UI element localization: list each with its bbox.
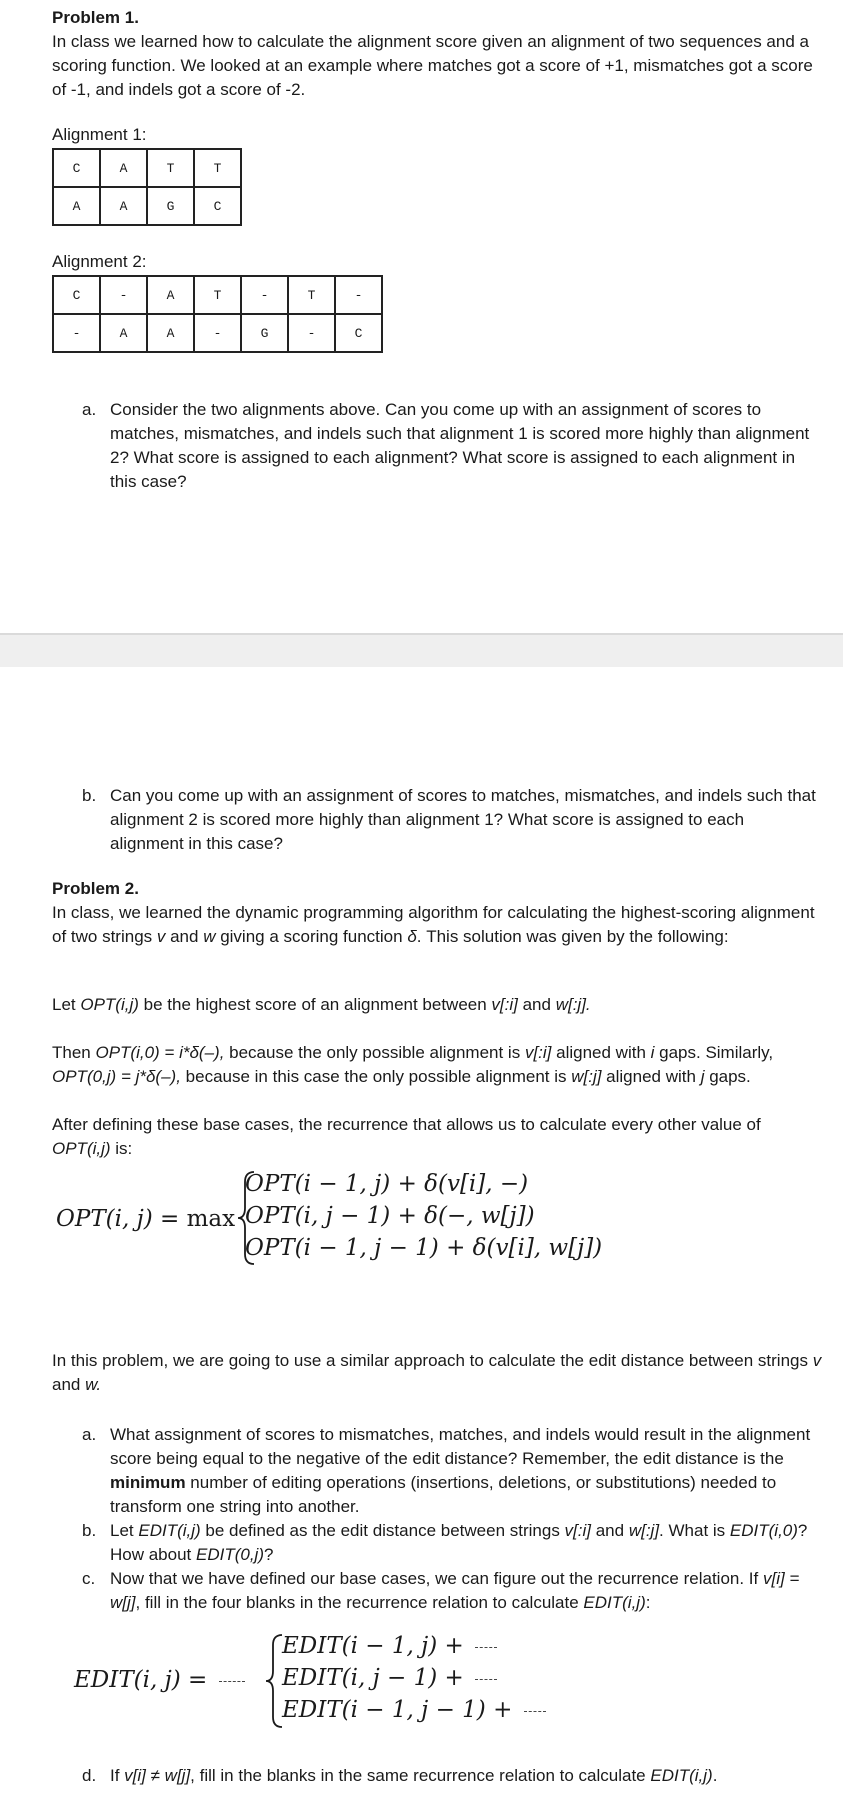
text: is: xyxy=(110,1139,133,1158)
text: ? How about xyxy=(110,1521,808,1564)
table-cell: T xyxy=(147,149,194,187)
text: aligned with xyxy=(601,1067,701,1086)
text: and xyxy=(591,1521,629,1540)
edit-cases xyxy=(282,1630,546,1726)
text: : xyxy=(645,1593,651,1612)
math-inline: v[:i] xyxy=(491,995,518,1014)
edit-case-2 xyxy=(282,1662,546,1694)
question-2a xyxy=(82,1423,822,1519)
var-delta: δ xyxy=(407,927,417,946)
blank-2 xyxy=(475,1647,497,1648)
edit-case-3 xyxy=(282,1694,546,1726)
table-cell: G xyxy=(241,314,288,352)
table-row xyxy=(53,276,382,314)
alignment-1-label: Alignment 1: xyxy=(52,125,147,144)
math-case: EDIT(i, j − 1) + xyxy=(282,1665,472,1691)
math-case: EDIT(i − 1, j − 1) + xyxy=(282,1697,520,1723)
math-max: max xyxy=(186,1206,236,1232)
blank-3 xyxy=(475,1679,497,1680)
table-cell: A xyxy=(100,149,147,187)
var-v: v xyxy=(156,927,166,946)
math-inline: v[i] = w[j] xyxy=(110,1569,800,1612)
question-text xyxy=(110,1423,822,1519)
opt-case-3: OPT(i − 1, j − 1) + δ(v[i], w[j]) xyxy=(245,1235,603,1261)
text: Then xyxy=(52,1043,96,1062)
question-1b xyxy=(82,784,822,856)
opt-case-2: OPT(i, j − 1) + δ(−, w[j]) xyxy=(245,1203,535,1229)
math-inline: v[i] ≠ w[j] xyxy=(124,1766,191,1785)
text: . This solution was given by the following: xyxy=(416,927,729,946)
list-marker: a. xyxy=(82,400,97,419)
alignment-1-table xyxy=(52,148,242,226)
math-inline: EDIT(i,j) xyxy=(138,1521,201,1540)
var-v: v xyxy=(812,1351,822,1370)
table-cell: - xyxy=(53,314,100,352)
question-text xyxy=(110,1519,822,1567)
list-marker: d. xyxy=(82,1766,97,1785)
text: because the only possible alignment is xyxy=(224,1043,525,1062)
math-inline: EDIT(0,j) xyxy=(196,1545,264,1564)
math-inline: j xyxy=(700,1067,705,1086)
page-2 xyxy=(0,667,843,1803)
blank-4 xyxy=(524,1711,546,1712)
math-case: EDIT(i − 1, j) + xyxy=(282,1633,472,1659)
text: aligned with xyxy=(551,1043,651,1062)
math-inline: EDIT(i,j) xyxy=(650,1766,713,1785)
table-cell: A xyxy=(147,314,194,352)
table-cell: G xyxy=(147,187,194,225)
page-break xyxy=(0,633,843,669)
table-cell: A xyxy=(100,314,147,352)
question-1a xyxy=(82,398,822,494)
problem-2-title: Problem 2. xyxy=(52,879,139,898)
edit-equation-lhs xyxy=(74,1665,245,1695)
text: If xyxy=(110,1766,125,1785)
text: giving a scoring function xyxy=(215,927,408,946)
alignment-2-label: Alignment 2: xyxy=(52,252,147,271)
math-inline: i xyxy=(650,1043,655,1062)
problem-1-intro: In class we learned how to calculate the alignment score given an alignment of two sequences and a scoring function. We looked at an example where matches got a score of +1, mismatches got a score of -1, and indels got a score of -2. xyxy=(52,32,813,99)
list-marker: b. xyxy=(82,786,97,805)
text: gaps. Similarly, xyxy=(654,1043,774,1062)
text: Let xyxy=(110,1521,139,1540)
math-inline: v[:i] xyxy=(564,1521,591,1540)
text-bold: minimum xyxy=(110,1473,186,1492)
list-marker: a. xyxy=(82,1425,97,1444)
math-inline: w[:j] xyxy=(571,1067,602,1086)
table-cell: C xyxy=(53,276,100,314)
edit-distance-intro xyxy=(52,1349,822,1397)
question-text: Can you come up with an assignment of scores to matches, mismatches, and indels such that alignment 2 is scored more highly than alignment 1? What score is assigned to each alignment in this case? xyxy=(110,786,816,853)
base-cases xyxy=(52,1041,822,1089)
text: Now that we have defined our base cases, we can figure out the recurrence relation. If xyxy=(110,1569,763,1588)
table-cell: A xyxy=(147,276,194,314)
table-cell: C xyxy=(53,149,100,187)
table-cell: C xyxy=(335,314,382,352)
problem-2-intro xyxy=(52,901,822,949)
math-inline: EDIT(i,j) xyxy=(583,1593,646,1612)
math-inline: OPT(i,j) xyxy=(80,995,139,1014)
table-cell: T xyxy=(288,276,335,314)
math-inline: w[:j] xyxy=(628,1521,660,1540)
text: After defining these base cases, the recurrence that allows us to calculate every other value of xyxy=(52,1115,761,1134)
text: and xyxy=(517,995,556,1014)
math-inline: v[:i] xyxy=(524,1043,552,1062)
math-lhs: OPT(i, j) = xyxy=(56,1206,187,1232)
math-inline: w[:j]. xyxy=(555,995,591,1014)
question-text: Consider the two alignments above. Can you come up with an assignment of scores to matches, mismatches, and indels such that alignment 1 is scored more highly than alignment 2? What score is assigned to each alignment? What score is assigned to each alignment in this case? xyxy=(110,400,810,491)
text: What assignment of scores to mismatches, matches, and indels would result in the alignment score being equal to the negative of the edit distance? Remember, the edit distance is the xyxy=(110,1425,811,1468)
problem-1-title: Problem 1. xyxy=(52,8,139,27)
blank-1 xyxy=(219,1681,245,1682)
list-marker: c. xyxy=(82,1569,96,1588)
text: number of editing operations (insertions, deletions, or substitutions) needed to transform one string into another. xyxy=(110,1473,777,1516)
opt-equation-lhs xyxy=(56,1204,235,1234)
text: because in this case the only possible alignment is xyxy=(180,1067,572,1086)
text: gaps. xyxy=(704,1067,751,1086)
question-text xyxy=(110,1567,822,1615)
text: ? xyxy=(264,1545,274,1564)
table-cell: T xyxy=(194,276,241,314)
opt-cases xyxy=(245,1168,602,1264)
table-cell: - xyxy=(335,276,382,314)
text: In class, we learned the dynamic programming algorithm for calculating the highest-scoring alignment of two strings xyxy=(52,903,815,946)
math-inline: OPT(i,j) xyxy=(52,1139,111,1158)
question-2c xyxy=(82,1567,822,1615)
alignment-2-table xyxy=(52,275,383,353)
table-row xyxy=(53,149,241,187)
table-row xyxy=(53,314,382,352)
text: and xyxy=(52,1375,86,1394)
let-opt-definition xyxy=(52,993,822,1017)
text: , fill in the blanks in the same recurrence relation to calculate xyxy=(190,1766,651,1785)
text: and xyxy=(165,927,204,946)
question-2b xyxy=(82,1519,822,1567)
text: In this problem, we are going to use a similar approach to calculate the edit distance between strings xyxy=(52,1351,813,1370)
text: . xyxy=(712,1766,718,1785)
table-cell: A xyxy=(100,187,147,225)
var-w: w. xyxy=(85,1375,102,1394)
var-w: w xyxy=(203,927,216,946)
table-cell: T xyxy=(194,149,241,187)
text: be the highest score of an alignment between xyxy=(138,995,492,1014)
text: Let xyxy=(52,995,81,1014)
question-2d xyxy=(82,1764,822,1788)
table-cell: C xyxy=(194,187,241,225)
text: , fill in the four blanks in the recurrence relation to calculate xyxy=(135,1593,584,1612)
math-inline: EDIT(i,0) xyxy=(729,1521,798,1540)
opt-case-1: OPT(i − 1, j) + δ(v[i], −) xyxy=(245,1171,529,1197)
table-cell: - xyxy=(194,314,241,352)
text: be defined as the edit distance between strings xyxy=(200,1521,565,1540)
math-inline: OPT(i,0) = i*δ(–), xyxy=(95,1043,225,1062)
list-marker: b. xyxy=(82,1521,97,1540)
question-text xyxy=(110,1764,822,1788)
table-row xyxy=(53,187,241,225)
table-cell: - xyxy=(100,276,147,314)
table-cell: - xyxy=(288,314,335,352)
page-1 xyxy=(0,0,843,633)
recurrence-intro xyxy=(52,1113,822,1161)
math-lhs: EDIT(i, j) = xyxy=(74,1667,215,1693)
math-inline: OPT(0,j) = j*δ(–), xyxy=(52,1067,181,1086)
edit-case-1 xyxy=(282,1630,546,1662)
table-cell: A xyxy=(53,187,100,225)
table-cell: - xyxy=(241,276,288,314)
text: . What is xyxy=(659,1521,730,1540)
